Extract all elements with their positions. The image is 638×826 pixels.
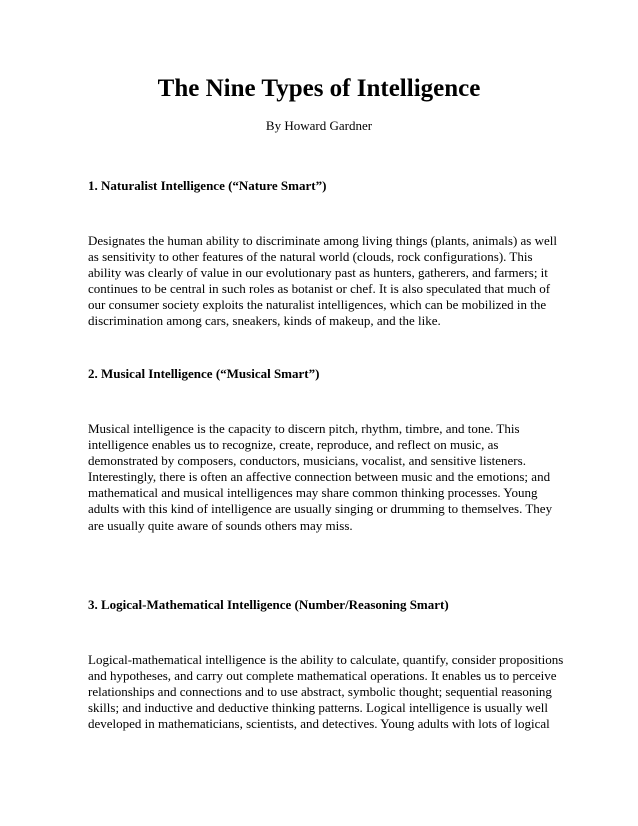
body-line: adults with this kind of intelligence are usually singing or drumming to themselves. They: [88, 501, 553, 517]
section-heading-naturalist: 1. Naturalist Intelligence (“Nature Smart”): [88, 178, 327, 193]
body-line: discrimination among cars, sneakers, kinds of makeup, and the like.: [88, 313, 441, 329]
body-line: Designates the human ability to discriminate among living things (plants, animals) as well: [88, 233, 557, 248]
body-line: Musical intelligence is the capacity to discern pitch, rhythm, timbre, and tone. This: [88, 421, 520, 436]
section-heading-musical: 2. Musical Intelligence (“Musical Smart”): [88, 366, 320, 381]
body-line: ability was clearly of value in our evolutionary past as hunters, gatherers, and farmers; it: [88, 265, 548, 281]
body-line: mathematical and musical intelligences may share common thinking processes. Young: [88, 485, 538, 501]
body-line: are usually quite aware of sounds others may miss.: [88, 517, 353, 533]
section-body-naturalist: [88, 233, 558, 330]
body-line: continues to be central in such roles as botanist or chef. It is also speculated that much of: [88, 281, 551, 297]
body-line: intelligence enables us to recognize, create, reproduce, and reflect on music, as: [88, 437, 499, 453]
body-line: developed in mathematicians, scientists, and detectives. Young adults with lots of logical: [88, 716, 550, 732]
document-author: By Howard Gardner: [265, 118, 373, 133]
section-body-musical: [88, 421, 558, 534]
body-line: our consumer society exploits the naturalist intelligences, which can be mobilized in the: [88, 297, 547, 313]
body-line: Logical-mathematical intelligence is the ability to calculate, quantify, consider propositions: [88, 652, 564, 667]
section-body-logical-mathematical: [88, 652, 564, 732]
body-line: and hypotheses, and carry out complete mathematical operations. It enables us to perceive: [88, 668, 557, 684]
body-line: Interestingly, there is often an affective connection between music and the emotions; and: [88, 469, 551, 485]
section-heading-logical-mathematical: 3. Logical-Mathematical Intelligence (Number/Reasoning Smart): [88, 597, 449, 612]
body-line: as sensitivity to other features of the natural world (clouds, rock configurations). This: [88, 249, 533, 265]
body-line: skills; and inductive and deductive thinking patterns. Logical intelligence is usually well: [88, 700, 548, 716]
body-line: relationships and connections and to use abstract, symbolic thought; sequential reasoning: [88, 684, 552, 700]
document-title: The Nine Types of Intelligence: [157, 75, 481, 102]
body-line: demonstrated by composers, conductors, musicians, vocalist, and sensitive listeners.: [88, 453, 526, 469]
